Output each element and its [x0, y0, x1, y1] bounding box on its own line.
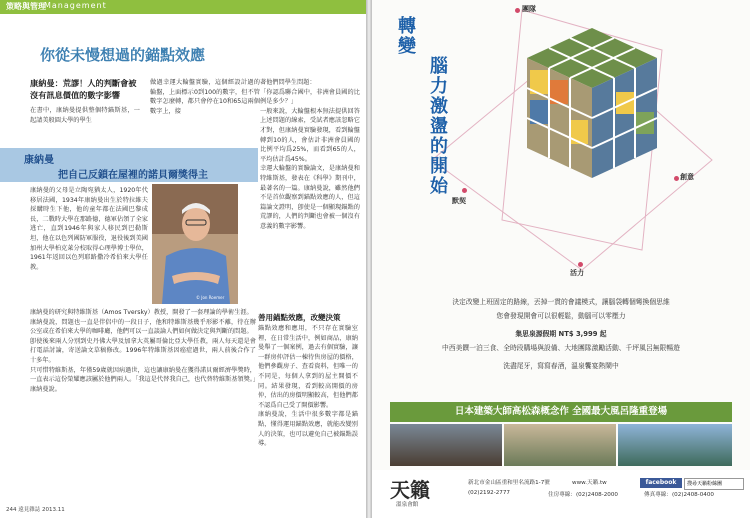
hotel-photo-1: [390, 424, 502, 466]
tag-team: 團隊: [522, 5, 536, 13]
bio-long-text: 康納曼的研究與特維斯基（Amos Tversky）教授，開發了一套理論的學術生涯。 康納曼說，問題也一直是伴侶中的一段日子，他和特維斯基幾乎形影不離，待在辦公室或在希伯來大學的咖啡廳，他們可以一直談論人們如何做決定與判斷的問題。 卽使後來兩人分別到史丹佛大學及加拿大英屬哥倫比亞大學任教，兩人每天還是會打電話討論，寄送論文草稿修改。1996年特維斯基因癌症過世，兩人前後合作了十多年。 只可惜特維斯基，年僅59歲就因病過世，這也讓康納曼在獲得諾貝爾經濟學獎時，一直表示這份榮耀應該屬於他們兩人。「我這是代替我自己，也代替特維斯基領獎。」康納曼說。: [30, 309, 256, 393]
column-4-text: 錨點效應和應用，不只存在實驗室裡，在日常生活中，例如商品，康納曼舉了一個案例，過去有個實驗，讓一群房仲評估一棟待售房屋的價格，他們參觀房子、查看資料，但唯一的不同是，每個人拿到的屋主開價不同。結果發現，看到較高開價的房仲，估出的房價明顯較高，但他們都不認爲自己受了開價影響。 康納曼說，生活中很多數字都是錨點，懂得運用錨點效應，就能改變別人的決策，也可以避免自己被錨點誤導。: [258, 325, 358, 448]
facebook-search-box[interactable]: 搜尋天籟粉絲團: [684, 478, 744, 490]
fax-number: 傳真專線：(02)2408-0400: [644, 492, 714, 498]
hotel-photo-3: [618, 424, 732, 466]
tag-dot-vitality: [578, 262, 583, 267]
section-header: [0, 0, 366, 14]
tag-dot-tacit: [462, 188, 467, 193]
profile-banner: [0, 148, 258, 182]
ad-copy-line-1: 決定改變上班固定的路線，丟掉一貫的會議模式，讓腦袋轉個彎換個思維: [452, 298, 670, 306]
section-label: 策略與管理: [6, 2, 46, 11]
tag-dot-creativity: [674, 176, 679, 181]
sub-heading: 善用錨點效應，改變決策: [258, 313, 341, 322]
website: www.天籟.tw: [572, 480, 607, 486]
photo-credit: © Jon Roemer: [196, 295, 225, 300]
profile-subtitle: 把自己反鎖在屋裡的諾貝爾獎得主: [58, 170, 208, 181]
brand-subtitle: 溫泉會館: [396, 502, 419, 508]
column-2-text: 做過幸運大輪盤實驗，這個經設計過的輪盤，上面標示0到100的數字，但不管數字怎麼轉，都只會停在10和65這兩個數字上，接: [150, 79, 260, 115]
ad-amenities: 中西美饌一泊三食、全時段購場與設備、大地團隊激勵活動、千坪風呂無限暢遊: [442, 344, 680, 352]
portrait-photo: [152, 184, 238, 304]
ad-copy-line-2: 您會發現開會可以很輕鬆，動腦可以零壓力: [496, 312, 626, 320]
tag-tacit: 默契: [452, 197, 466, 205]
tag-creativity: 創意: [680, 173, 694, 181]
brand-logo: 天籟: [390, 478, 430, 502]
ad-banner: 日本建築大師高松森概念作 全國最大風呂隆重登場: [390, 402, 732, 422]
ad-title-1: 轉變: [395, 16, 416, 56]
ad-title-2: 腦力激盪的開始: [427, 56, 448, 196]
facebook-logo[interactable]: facebook: [640, 478, 682, 488]
phone-line: (02)2192-2777: [468, 490, 510, 496]
column-3-text: 著他們問學生問題： 「你認爲聯合國中，非洲會員國的比例是多少？」 一般來說，大輪盤根本無法提供回答上述問題的線索，受試者應該忽略它才對，但康納曼實驗發現，看到輪盤轉到10的人，會估計非洲會員國的比例平均爲25%，而看到65的人，平均估計爲45%。 幸運大輪盤的實驗論文，是康納曼和特維斯基，發表在《科學》期刊中，最著名的一篇。康納曼說，雖然他們不是首位觀察到錨點效應的人，但這篇論文證明，卽使是一個顯現錨點的荒謬的，人們的判斷也會被一個沒有意義的數字影響。: [260, 79, 360, 230]
bio-text-beside-photo: 康納曼的父母是立陶宛猶太人，1920年代移居法國，1934年康納曼出生於特拉維夫採購時生下他，他的童年都在法國巴黎成長，二戰時大學在那路德，德軍佔領了全家逃亡，直到1946年與家人移民到巴勒斯坦，他在以色列國防軍服役，退役後到美國加州大學柏克萊分校取得心理學博士學位，1961年返回以色列耶路撒冷希伯來大學任教。: [30, 187, 148, 271]
ad-bath-line: 洗盡尾牙，寫寫春酒，溫泉饗宴熱鬧中: [503, 362, 619, 370]
hotel-photo-2: [504, 424, 616, 466]
right-advertisement-page: [372, 0, 750, 518]
reservation-phone: 住房專線：(02)2408-2000: [548, 492, 618, 498]
tag-vitality: 活力: [570, 269, 584, 277]
ad-price: 集思泉源假期 NT$ 3,999 起: [515, 330, 607, 338]
article-title: 你從未慢想過的錨點效應: [40, 46, 206, 64]
lead-heading: 康納曼：荒謬！人的判斷會被沒有訊息價值的數字影響: [30, 78, 137, 100]
portrait-illustration: [152, 184, 238, 304]
profile-name: 康納曼: [24, 155, 54, 166]
page-folio: 244 遠見雜誌 2013.11: [6, 507, 65, 513]
section-label-en: Management: [44, 1, 107, 10]
address: 新北市金山區重和里名流路1-7號: [468, 480, 550, 486]
tag-dot-team: [515, 8, 520, 13]
left-magazine-page: [0, 0, 366, 518]
column-1-text: 在書中，康納曼提供整個特錨斯基，一起請美般圓大學的學生: [30, 107, 140, 124]
